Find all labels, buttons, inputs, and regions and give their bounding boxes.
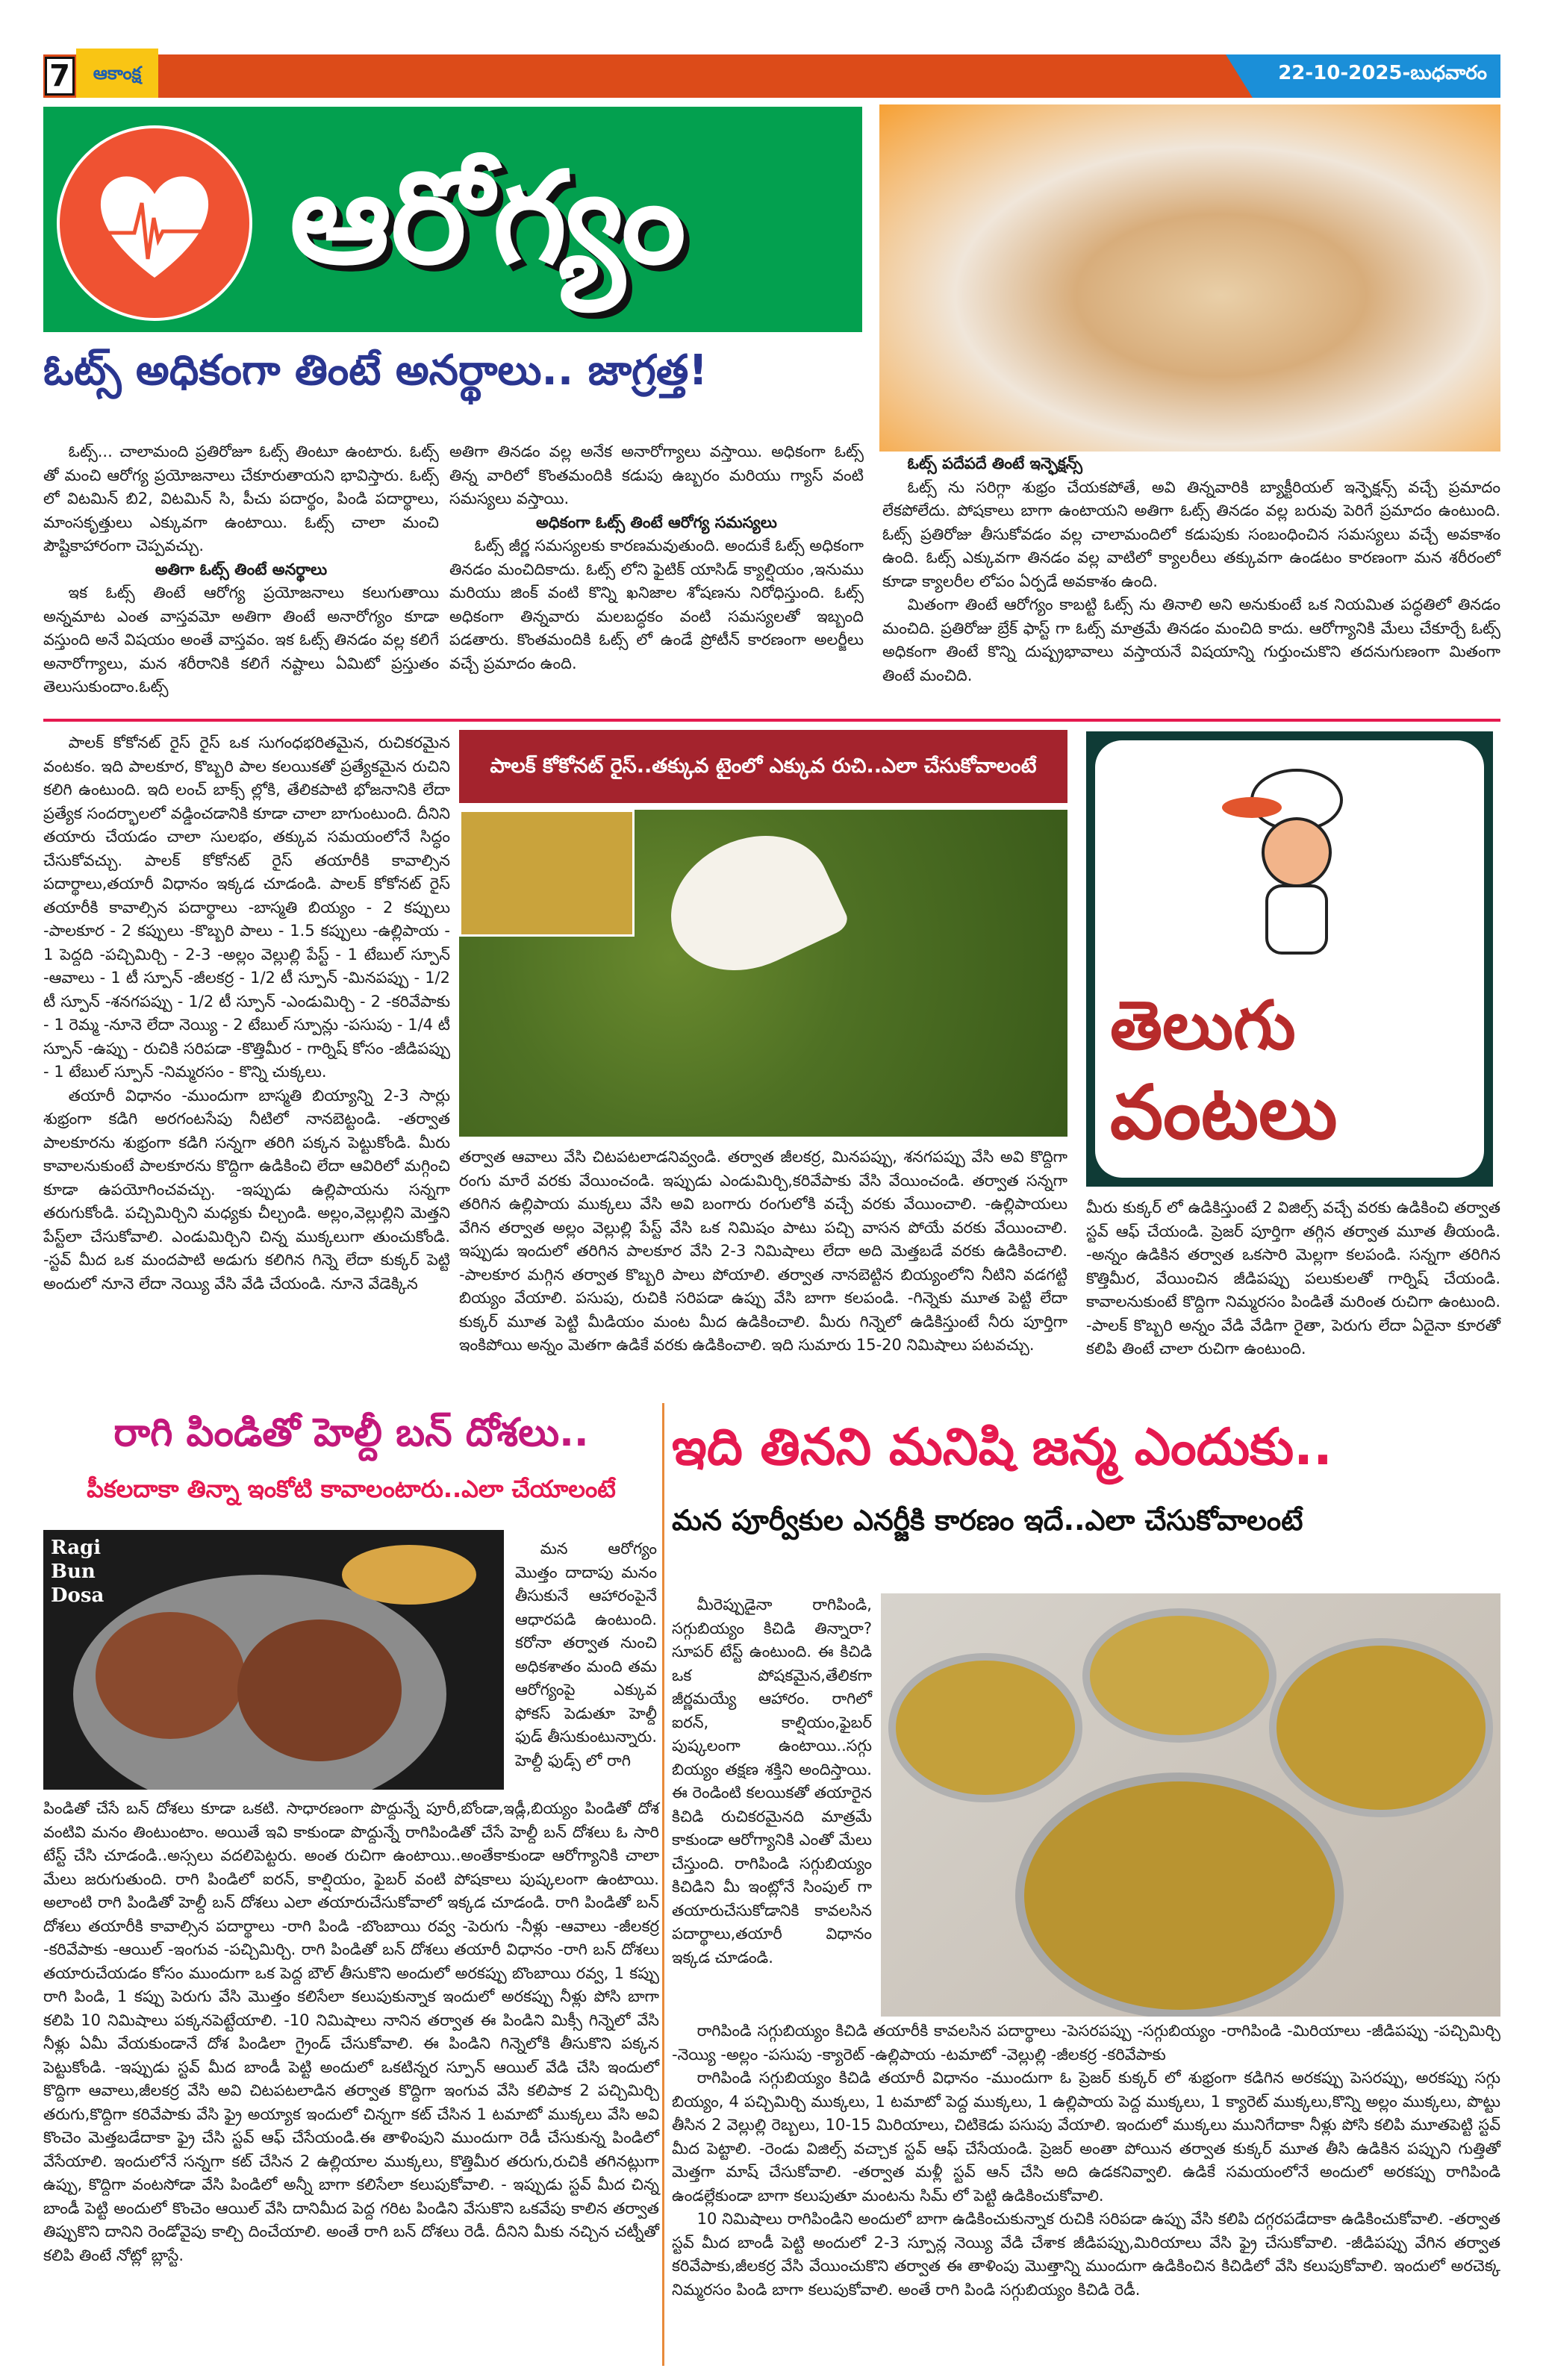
ragi-dosa-image (43, 1530, 504, 1790)
dosa (96, 1612, 245, 1739)
kichidi-bowl (1015, 1772, 1344, 2017)
paragraph: మీరు కుక్కర్ లో ఉడికిస్తుంటే 2 విజిల్స్ వచ్చే వరకు ఉడికించి తర్వాత స్టవ్ ఆఫ్ చేయండి. ప్రెజర్ పూర్తిగా తగ్గిన తర్వాత మూత తీయండి. -అన్నం ఉడికిన తర్వాత ఒకసారి మెల్లగా కలపండి. సన్నగా తరిగిన కొత్తిమీర, వేయించిన జీడిపప్పు పలుకులతో గార్నిష్ చేయండి. కావాలనుకుంటే కొద్దిగా నిమ్మరసం పిండితే మరింత రుచిగా ఉంటుంది. -పాలక్ కొబ్బరి అన్నం వేడి వేడిగా రైతా, పెరుగు లేదా ఏదైనా కూరతో కలిపి తింటే చాలా రుచిగా ఉంటుంది. (1086, 1199, 1500, 1358)
logo-text-line-1: తెలుగు (1110, 987, 1296, 1065)
palak-rice-image (459, 810, 1067, 1137)
oats-column-2 (449, 440, 864, 675)
paragraph: అతిగా తినడం వల్ల అనేక అనారోగ్యాలు వస్తాయి. అధికంగా ఓట్స్ తిన్న వారిలో కొంతమందికి కడుపు ఉబ్బరం మరియు గ్యాస్ వంటి సమస్యలు వస్తాయి. (449, 443, 864, 507)
section-title: ఆరోగ్యం (290, 145, 686, 293)
subheading: ఓట్స్ పదేపదే తింటే ఇన్ఫెక్షన్స్ (907, 455, 1083, 472)
logo-text-line-2: వంటలు (1110, 1069, 1338, 1156)
paragraph: తయారీ విధానం -ముందుగా బాస్మతి బియ్యాన్ని 2-3 సార్లు శుభ్రంగా కడిగి అరగంటసేపు నీటిలో నానబెట్టండి. -తర్వాత పాలకూరను శుభ్రంగా కడిగి సన్నగా తరిగి పక్కన పెట్టుకోండి. మీరు కావాలనుకుంటే పాలకూరను కొద్దిగా ఉడికించి లేదా ఆవిరిలో మగ్గించి కూడా ఉపయోగించవచ్చు. -ఇప్పుడు ఉల్లిపాయను సన్నగా తరుగుకోండి. పచ్చిమిర్చిని మధ్యకు చీల్చండి. అల్లం,వెల్లుల్లిని మెత్తని పేస్ట్‌లా చేసుకోవాలి. ఎండుమిర్చిని చిన్న ముక్కలుగా తుంచుకోండి. -స్టవ్ మీద ఒక మందపాటి అడుగు కలిగిన గిన్నె లేదా కుక్కర్ పెట్టి అందులో నూనె లేదా నెయ్యి వేసి వేడి చేయండి. నూనె వేడెక్కిన (43, 1086, 450, 1293)
kichidi-bowl (1082, 1608, 1277, 1743)
paragraph: మన ఆరోగ్యం మొత్తం దాదాపు మనం తీసుకునే ఆహారంపైనే ఆధారపడి ఉంటుంది. కరోనా తర్వాత నుంచి అధికశాతం మంది తమ ఆరోగ్యంపై ఎక్కువ ఫోకస్ పెడుతూ హెల్దీ ఫుడ్ తీసుకుంటున్నారు. హెల్దీ ఫుడ్స్ లో రాగి (515, 1540, 657, 1770)
ragi-dosa-headline: రాగి పిండితో హెల్దీ బన్ దోశలు.. (113, 1411, 589, 1455)
oats-headline: ఓట్స్ అధికంగా తింటే అనర్థాలు.. జాగ్రత్త! (43, 346, 708, 395)
paragraph: 10 నిమిషాలు రాగిపిండిని అందులో బాగా ఉడికించుకున్నాక రుచికి సరిపడా ఉప్పు వేసి కలిపి దగ్గరపడేదాకా ఉడికించుకోవాలి. -తర్వాత స్టవ్ మీద బాండీ పెట్టి అందులో 2-3 స్పూన్ల నెయ్యి వేడి చేశాక జీడిపప్పు,మిరియాలు వేసి ఫ్రై చేసుకోవాలి. -జీడిపప్పు వేగిన తర్వాత కరివేపాకు,జీలకర్ర వేసి వేయించుకొని తర్వాత ఈ తాళింపు మొత్తాన్ని ముందుగా ఉడికించిన కిచిడిలో వేసి కలుపుకోవాలి. ఇందులో అరచెక్క నిమ్మరసం పిండి బాగా కలుపుకోవాలి. అంతే రాగి పిండి సగ్గుబియ్యం కిచిడి రెడీ. (672, 2210, 1500, 2299)
issue-date: 22-10-2025-బుధవారం (1278, 62, 1487, 84)
paragraph: పిండితో చేసే బన్ దోశలు కూడా ఒకటి. సాధారణంగా పొద్దున్నే పూరీ,బోండా,ఇడ్లీ,బియ్యం పిండితో దోశ వంటివి మనం తింటుంటాం. అయితే ఇవి కాకుండా పొద్దున్నే రాగిపిండితో చేసే హెల్దీ బన్ దోశలు ఓ సారి టేస్ట్ చేసి చూడండి..అస్సలు వదలిపెట్టరు. అంత రుచిగా ఉంటాయి..అంతేకాకుండా ఆరోగ్యానికి చాలా మేలు జరుగుతుంది. రాగి పిండిలో ఐరన్, కాల్షియం, ఫైబర్ వంటి పోషకాలు పుష్కలంగా ఉంటాయి. అలాంటి రాగి పిండితో హెల్దీ బన్ దోశలు ఎలా తయారుచేసుకోవాలో ఇక్కడ చూడండి. రాగి పిండితో బన్ దోశలు తయారీకి కావాల్సిన పదార్థాలు -రాగి పిండి -బొంబాయి రవ్వ -పెరుగు -నీళ్లు -ఆవాలు -జీలకర్ర -కరివేపాకు -ఆయిల్ -ఇంగువ -పచ్చిమిర్చి. రాగి పిండితో బన్ దోశలు తయారీ విధానం -రాగి బన్ దోశలు తయారుచేయడం కోసం ముందుగా ఒక పెద్ద బౌల్ తీసుకొని అందులో అరకప్పు బొంబాయి రవ్వ, 1 కప్పు రాగి పిండి, 1 కప్పు పెరుగు వేసి మొత్తం కలిసేలా కలుపుకున్నాక ఇందులో అరకప్పు నీళ్లు పోసి బాగా కలిపి 10 నిమిషాలు పక్కనపెట్టేయాలి. -10 నిమిషాలు నానిన తర్వాత ఈ పిండిని మిక్సీ గిన్నెలో వేసి నీళ్లు ఏమీ వేయకుండానే దోశ పిండిలా గ్రైండ్ చేసుకోవాలి. ఈ పిండిని గిన్నెలోకి తీసుకొని పక్కన పెట్టుకోండి. -ఇప్పుడు స్టవ్ మీద బాండీ పెట్టి అందులో ఒకటిన్నర స్పూన్ ఆయిల్ వేడి చేసి ఇందులో కొద్దిగా ఆవాలు,జీలకర్ర వేసి అవి చిటపటలాడిన తర్వాత కొద్దిగా ఇంగువ వేసి కలిపాక 2 పచ్చిమిర్చి తరుగు,కొద్దిగా కరివేపాకు వేసి ఫ్రై అయ్యాక ఇందులో చిన్నగా కట్ చేసిన 1 టమాటో ముక్కలు వేసి అవి కొంచెం మెత్తబడేదాకా ఫ్రై చేసి స్టవ్ ఆఫ్ చేసేయండి.ఈ తాళింపుని ముందుగా రెడీ చేసుకున్న పిండిలో వేసేయాలి. ఇందులోనే సన్నగా కట్ చేసిన 2 ఉల్లియాల ముక్కలు, కొత్తిమీర తరుగు,రుచికి తగినట్లుగా ఉప్పు, కొద్దిగా వంటసోడా వేసి పిండిలో అన్నీ బాగా కలిసేలా కలుపుకోవాలి. - ఇప్పుడు స్టవ్ మీద చిన్న బాండీ పెట్టి అందులో కొంచెం ఆయిల్ వేసి దానిమీద పెద్ద గరిట పిండిని వేసుకొని ఒకవేపు కాలిన తర్వాత తిప్పుకొని దానిని రెండోవైపు కాల్చి దించేయాలి. అంతే రాగి బన్ దోశలు రెడీ. దీనిని మీకు నచ్చిన చట్నీతో కలిపి తింటే నోట్లో బ్లాస్టే. (43, 1799, 659, 2264)
kichidi-side-column (672, 1593, 872, 1970)
paragraph: మీరెప్పుడైనా రాగిపిండి, సగ్గుబియ్యం కిచిడి తిన్నారా? సూపర్ టేస్ట్ ఉంటుంది. ఈ కిచిడి ఒక పోషకమైన,తేలికగా జీర్ణమయ్యే ఆహారం. రాగిలో ఐరన్, కాల్షియం,ఫైబర్ పుష్కలంగా ఉంటాయి..సగ్గు బియ్యం తక్షణ శక్తిని అందిస్తాయి. ఈ రెండింటి కలయికతో తయారైన కిచిడి రుచికరమైనది మాత్రమే కాకుండా ఆరోగ్యానికి ఎంతో మేలు చేస్తుంది. రాగిపిండి సగ్గుబియ్యం కిచిడిని మీ ఇంట్లోనే సింపుల్ గా తయారుచేసుకోడానికి కావలసిన పదార్థాలు,తయారీ విధానం ఇక్కడ చూడండి. (672, 1596, 872, 1967)
chef-icon (1222, 763, 1371, 957)
paragraph: రాగిపిండి సగ్గుబియ్యం కిచిడి తయారీకి కావలసిన పదార్థాలు -పెసరపప్పు -సగ్గుబియ్యం -రాగిపిండి -మిరియాలు -జీడిపప్పు -పచ్చిమిర్చి -నెయ్యి -అల్లం -పసుపు -క్యారెట్ -ఉల్లిపాయ -టమాటో -వెల్లుల్లి -జీలకర్ర -కరివేపాకు (672, 2022, 1500, 2064)
masthead-logo: ఆకాంక్ష (76, 49, 158, 98)
palak-headline: పాలక్ కోకోనట్ రైస్..తక్కువ టైంలో ఎక్కువ రుచి..ఎలా చేసుకోవాలంటే (490, 755, 1037, 778)
masthead-bar (43, 54, 1500, 98)
palak-right-column (1086, 1196, 1500, 1361)
paragraph: పాలక్ కోకోనట్ రైస్ రైస్ ఒక సుగంధభరితమైన, రుచికరమైన వంటకం. ఇది పాలకూర, కొబ్బరి పాల కలయికతో ప్రత్యేకమైన రుచిని కలిగి ఉంటుంది. ఇది లంచ్ బాక్స్ ల్లోకి, తేలికపాటి భోజనానికి లేదా ప్రత్యేక సందర్భాలలో వడ్డించడానికి కూడా చాలా బాగుంటుంది. దీనిని తయారు చేయడం చాలా సులభం, తక్కువ సమయంలోనే సిద్ధం చేసుకోవచ్చు. పాలక్ కోకోనట్ రైస్ తయారీకి కావాల్సిన పదార్థాలు,తయారీ విధానం ఇక్కడ చూడండి. పాలక్ కోకోనట్ రైస్ తయారీకి కావాల్సిన పదార్థాలు -బాస్మతి బియ్యం - 2 కప్పులు -పాలకూర - 2 కప్పులు -కొబ్బరి పాలు - 1.5 కప్పులు -ఉల్లిపాయ - 1 పెద్దది -పచ్చిమిర్చి - 2-3 -అల్లం వెల్లుల్లి పేస్ట్ - 1 టేబుల్ స్పూన్ -ఆవాలు - 1 టీ స్పూన్ -జీలకర్ర - 1/2 టీ స్పూన్ -మినపప్పు - 1/2 టీ స్పూన్ -శనగపప్పు - 1/2 టీ స్పూన్ -ఎండుమిర్చి - 2 -కరివేపాకు - 1 రెమ్మ -నూనె లేదా నెయ్యి - 2 టేబుల్ స్పూన్లు -పసుపు - 1/4 టీ స్పూన్ -ఉప్పు - రుచికి సరిపడా -కొత్తిమీర - గార్నిష్ కోసం -జీడిపప్పు - 1 టేబుల్ స్పూన్ -నిమ్మరసం - కొన్ని చుక్కలు. (43, 734, 450, 1081)
telugu-vantalu-logo (1086, 731, 1493, 1187)
paragraph: ఓట్స్ జీర్ణ సమస్యలకు కారణమవుతుంది. అందుకే ఓట్స్ అధికంగా తినడం మంచిదికాదు. ఓట్స్ లోని ఫైటిక్ యాసిడ్ క్యాల్షియం ,ఇనుము మరియు జింక్ వంటి కొన్ని ఖనిజాల శోషణను నిరోధిస్తుంది. ఓట్స్ అధికంగా తిన్నవారు మలబద్ధకం వంటి సమస్యలతో ఇబ్బంది పడతారు. కొంతమందికి ఓట్స్ లో ఉండే ప్రోటీన్ కారణంగా అలర్జీలు వచ్చే ప్రమాదం ఉంది. (449, 537, 864, 672)
kichidi-image (881, 1593, 1500, 2017)
paragraph: మితంగా తింటే ఆరోగ్యం కాబట్టి ఓట్స్ ను తినాలి అని అనుకుంటే ఒక నియమిత పద్ధతిలో తినడం మంచిది. ప్రతిరోజు బ్రేక్ ఫాస్ట్ గా ఓట్స్ మాత్రమే తినడం మంచిది కాదు. ఆరోగ్యానికి మేలు చేకూర్చే ఓట్స్ అధికంగా తింటే కొన్ని దుష్ప్రభావాలు వస్తాయనే విషయాన్ని గుర్తుంచుకొని తదనుగుణంగా మితంగా తింటే మంచిది. (882, 596, 1500, 684)
ragi-dosa-subhead: పీకలదాకా తిన్నా ఇంకోటి కావాలంటారు..ఎలా చేయాలంటే (87, 1475, 616, 1503)
chutney-bowl (342, 1545, 476, 1605)
dosa (237, 1620, 402, 1761)
section-banner (43, 107, 862, 332)
palak-left-column (43, 731, 450, 1296)
kichidi-bowl (888, 1653, 1082, 1802)
paragraph: ఇక ఓట్స్ తింటే ఆరోగ్య ప్రయోజనాలు కలుగుతాయి అన్నమాట ఎంత వాస్తవమో అతిగా తింటే అనారోగ్యం కూడా వస్తుంది అనే విషయం అంతే వాస్తవం. ఇక ఓట్స్ తినడం వల్ల కలిగే అనారోగ్యాలు, మన శరీరానికి కలిగే నష్టాలు ఏమిటో ప్రస్తుతం తెలుసుకుందాం.ఓట్స్ (43, 584, 439, 696)
kichidi-subhead: మన పూర్వీకుల ఎనర్జీకి కారణం ఇదే..ఎలా చేసుకోవాలంటే (672, 1504, 1303, 1537)
palak-center-column (459, 1146, 1067, 1358)
ragi-dosa-body (43, 1797, 659, 2267)
palak-headline-box (459, 730, 1067, 803)
column-divider (662, 1403, 664, 2366)
oats-bowl-image (879, 104, 1500, 452)
kichidi-body (672, 2020, 1500, 2302)
ragi-dosa-side-column (515, 1537, 657, 1772)
subheading: అధికంగా ఓట్స్ తింటే ఆరోగ్య సమస్యలు (536, 513, 777, 531)
coconut-slice (649, 810, 851, 995)
subheading: అతిగా ఓట్స్ తింటే అనర్థాలు (155, 560, 328, 578)
kichidi-bowl (1269, 1638, 1493, 1817)
oats-column-3 (882, 452, 1500, 687)
oats-column-1 (43, 440, 439, 699)
image-label: Ragi Bun Dosa (51, 1537, 105, 1607)
section-divider (43, 719, 1500, 722)
paragraph: ఓట్స్... చాలామంది ప్రతిరోజూ ఓట్స్ తింటూ ఉంటారు. ఓట్స్ తో మంచి ఆరోగ్య ప్రయోజనాలు చేకూరుతాయని భావిస్తారు. ఓట్స్ లో విటమిన్ బి2, విటమిన్ సి, పీచు పదార్థం, పిండి పదార్థాలు, మాంసకృత్తులు ఎక్కువగా ఉంటాయి. ఓట్స్ చాలా మంచి పౌష్టికాహారంగా చెప్పవచ్చు. (43, 443, 439, 555)
kichidi-headline: ఇది తినని మనిషి జన్మ ఎందుకు.. (672, 1418, 1332, 1477)
paragraph: తర్వాత ఆవాలు వేసి చిటపటలాడనివ్వండి. తర్వాత జీలకర్ర, మినపప్పు, శనగపప్పు వేసి అవి కొద్దిగా రంగు మారే వరకు వేయించండి. ఇప్పుడు ఎండుమిర్చి,కరివేపాకు వేసి వేయించండి. తర్వాత సన్నగా తరిగిన ఉల్లిపాయ ముక్కలు వేసి అవి బంగారు రంగులోకి వచ్చే వరకు వేయించాలి. -ఉల్లిపాయలు వేగిన తర్వాత అల్లం వెల్లుల్లి పేస్ట్ వేసి ఒక నిమిషం పాటు పచ్చి వాసన పోయే వరకు వేయించాలి. ఇప్పుడు ఇందులో తరిగిన పాలకూర వేసి 2-3 నిమిషాలు లేదా అది మెత్తబడే వరకు ఉడికించాలి. -పాలకూర మగ్గిన తర్వాత కొబ్బరి పాలు పోయాలి. తర్వాత నానబెట్టిన బియ్యంలోని నీటిని వడగట్టి బియ్యం వేయాలి. పసుపు, రుచికి సరిపడా ఉప్పు వేసి బాగా కలపండి. -గిన్నెకు మూత పెట్టి లేదా కుక్కర్ మూత పెట్టి మీడియం మంట మీద ఉడికించాలి. మీరు గిన్నెలో ఉడికిస్తుంటే నీరు పూర్తిగా ఇంకిపోయి అన్నం మెతగా ఉడికే వరకు ఉడికించాలి. ఇది సుమారు 15-20 నిమిషాలు పటవచ్చు. (459, 1148, 1067, 1354)
paragraph: రాగిపిండి సగ్గుబియ్యం కిచిడి తయారీ విధానం -ముందుగా ఓ ప్రెజర్ కుక్కర్ లో శుభ్రంగా కడిగిన అరకప్పు పెసరప్పు, అరకప్పు సగ్గు బియ్యం, 4 పచ్చిమిర్చి ముక్కలు, 1 టమాటో పెద్ద ముక్కలు, 1 ఉల్లిపాయ పెద్ద ముక్కలు, 1 క్యారెట్ ముక్కలు,కొన్ని అల్లం ముక్కలు, పొట్టు తీసిన 2 వెల్లుల్లి రెబ్బలు, 10-15 మిరియాలు, చిటికెడు పసుపు వేయాలి. ఇందులో ముక్కలు మునిగేదాకా నీళ్లు పోసి కలిపి మూతపెట్టి స్టవ్ మీద పెట్టాలి. -రెండు విజిల్స్ వచ్చాక స్టవ్ ఆఫ్ చేసేయండి. ప్రెజర్ అంతా పోయిన తర్వాత కుక్కర్ మూత తీసి ఉడికిన పప్పుని గుత్తితో మెత్తగా మాష్ చేసుకోవాలి. -తర్వాత మళ్లీ స్టవ్ ఆన్ చేసి అది ఉడకనివ్వాలి. ఉడికే సమయంలోనే అందులో అరకప్పు రాగిపిండి ఉండల్లేకుండా బాగా కలుపుతూ మంటను సిమ్ లో పెట్టి ఉడికించుకోవాలి. (672, 2069, 1500, 2205)
page-number: 7 (45, 57, 75, 96)
paragraph: ఓట్స్ ను సరిగ్గా శుభ్రం చేయకపోతే, అవి తిన్నవారికి బ్యాక్టీరియల్ ఇన్ఫెక్షన్స్ వచ్చే ప్రమాదం లేకపోలేదు. పోషకాలు బాగా ఉంటాయని అతిగా ఓట్స్ తినడం వల్ల బరువు పెరిగే ప్రమాదం ఉంటుంది. ఓట్స్ ప్రతిరోజు తీసుకోవడం వల్ల చాలామందిలో కడుపుకు సంబంధించిన సమస్యలు వచ్చే అవకాశం ఉంది. ఓట్స్ ఎక్కువగా తినడం వల్ల వాటిలో క్యాలరీలు తక్కువగా ఉండటం కారణంగా మన శరీరంలో కూడా క్యాలరీల లోపం ఏర్పడే అవకాశం ఉంది. (882, 478, 1500, 590)
heart-pulse-icon (57, 125, 252, 321)
inset-rice-photo (459, 810, 635, 937)
